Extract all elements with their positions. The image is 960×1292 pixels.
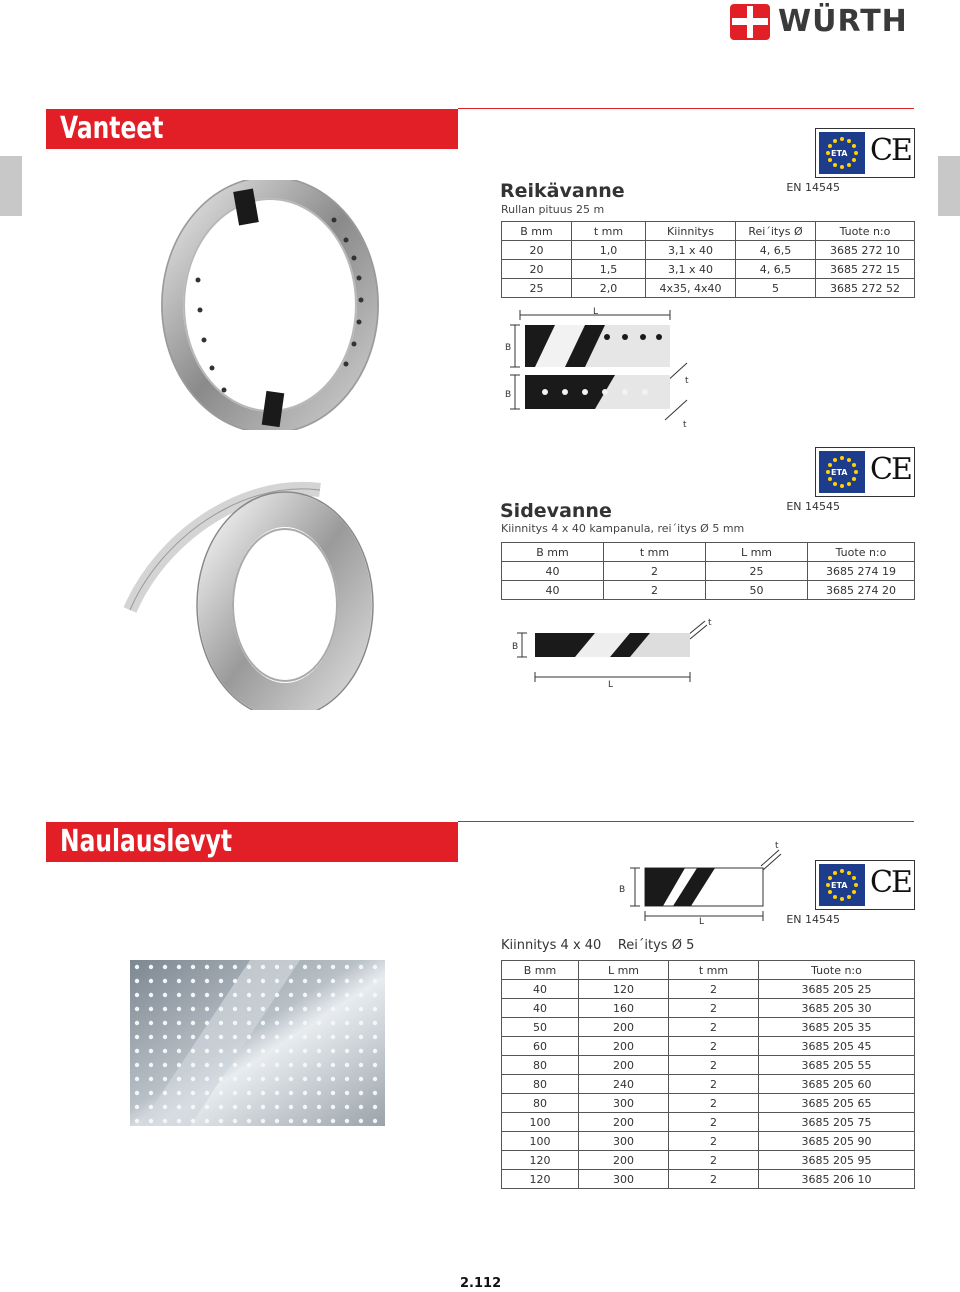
table-cell: 2 (669, 1094, 759, 1113)
table-cell: 100 (502, 1113, 579, 1132)
dim-label-L: L (593, 307, 599, 317)
standard-label: EN 14545 (786, 181, 840, 194)
table-cell: 40 (502, 562, 604, 581)
table-row (502, 279, 915, 298)
table-cell: 3685 205 45 (759, 1037, 915, 1056)
table-cell: 120 (502, 1170, 579, 1189)
product-subtitle: Kiinnitys 4 x 40 Rei´itys Ø 5 (501, 938, 695, 953)
table-cell: 40 (502, 581, 604, 600)
table-cell: 2 (604, 581, 706, 600)
reikavanne-dimension-drawing (495, 305, 695, 435)
product-title: Sidevanne (500, 500, 612, 522)
table-row (502, 980, 915, 999)
table-cell: 3685 272 52 (816, 279, 915, 298)
table-row (502, 241, 915, 260)
eta-eu-flag-icon (819, 451, 865, 493)
table-cell: 3685 205 90 (759, 1132, 915, 1151)
table-row (502, 999, 915, 1018)
product-subtitle: Kiinnitys 4 x 40 kampanula, rei´itys Ø 5 mm (501, 522, 745, 535)
section-title: Vanteet (60, 111, 164, 146)
table-row (502, 1056, 915, 1075)
table-cell: 5 (736, 279, 816, 298)
dim-label-t: t (685, 376, 689, 386)
table-row (502, 1094, 915, 1113)
table-cell: 80 (502, 1056, 579, 1075)
table-row (502, 260, 915, 279)
nail-plate-image (130, 960, 385, 1126)
table-header-row (502, 961, 915, 980)
certification-badge (815, 447, 915, 497)
strap-band-coil-image (120, 460, 380, 710)
product-title: Reikävanne (500, 180, 625, 202)
col-header: B mm (502, 543, 604, 562)
table-cell: 25 (706, 562, 808, 581)
brand-name: WÜRTH (778, 4, 908, 39)
table-cell: 3685 205 65 (759, 1094, 915, 1113)
table-cell: 80 (502, 1094, 579, 1113)
table-cell: 2 (669, 999, 759, 1018)
table-cell: 50 (502, 1018, 579, 1037)
col-header: t mm (572, 222, 646, 241)
col-header: B mm (502, 222, 572, 241)
table-cell: 3685 272 10 (816, 241, 915, 260)
standard-label: EN 14545 (786, 913, 840, 926)
section-header (46, 822, 458, 862)
certification-badge (815, 128, 915, 178)
table-cell: 300 (579, 1132, 669, 1151)
eta-label: ETA (831, 881, 848, 890)
eta-label: ETA (831, 468, 848, 477)
table-row (502, 1151, 915, 1170)
table-cell: 40 (502, 980, 579, 999)
dim-label-L: L (608, 680, 614, 690)
ce-mark-icon: CE (870, 452, 911, 487)
section-title: Naulauslevyt (60, 824, 233, 859)
product-subtitle: Rullan pituus 25 m (501, 203, 605, 216)
table-cell: 60 (502, 1037, 579, 1056)
table-cell: 2,0 (572, 279, 646, 298)
table-cell: 3,1 x 40 (646, 260, 736, 279)
wurth-emblem-icon (728, 2, 772, 44)
table-row (502, 562, 915, 581)
reikavanne-table (501, 221, 915, 298)
table-cell: 2 (669, 1056, 759, 1075)
table-row (502, 1170, 915, 1189)
table-row (502, 1018, 915, 1037)
section-rule (458, 108, 914, 109)
naulauslevy-table (501, 960, 915, 1189)
dim-label-t: t (775, 841, 779, 851)
table-cell: 3,1 x 40 (646, 241, 736, 260)
col-header: L mm (706, 543, 808, 562)
col-header: Kiinnitys (646, 222, 736, 241)
side-tab-right (938, 156, 960, 216)
dim-label-B: B (619, 885, 626, 895)
table-row (502, 1075, 915, 1094)
table-cell: 20 (502, 260, 572, 279)
table-cell: 3685 274 20 (808, 581, 915, 600)
table-cell: 1,0 (572, 241, 646, 260)
table-cell: 3685 205 95 (759, 1151, 915, 1170)
table-cell: 3685 205 25 (759, 980, 915, 999)
table-cell: 25 (502, 279, 572, 298)
table-cell: 200 (579, 1018, 669, 1037)
table-row (502, 581, 915, 600)
table-cell: 3685 272 15 (816, 260, 915, 279)
table-cell: 40 (502, 999, 579, 1018)
dim-label-t: t (683, 420, 687, 430)
dim-label-B: B (505, 343, 512, 353)
table-cell: 2 (669, 1075, 759, 1094)
dim-label-t: t (708, 618, 712, 628)
table-cell: 4, 6,5 (736, 260, 816, 279)
table-cell: 3685 206 10 (759, 1170, 915, 1189)
certification-badge (815, 860, 915, 910)
table-cell: 200 (579, 1151, 669, 1170)
table-cell: 2 (604, 562, 706, 581)
table-cell: 100 (502, 1132, 579, 1151)
section-rule (458, 821, 914, 822)
section-header (46, 109, 458, 149)
table-row (502, 1132, 915, 1151)
table-cell: 300 (579, 1170, 669, 1189)
table-cell: 3685 205 75 (759, 1113, 915, 1132)
table-cell: 2 (669, 980, 759, 999)
table-cell: 200 (579, 1037, 669, 1056)
table-cell: 3685 205 60 (759, 1075, 915, 1094)
ce-mark-icon: CE (870, 865, 911, 900)
dim-label-L: L (699, 917, 705, 925)
table-cell: 300 (579, 1094, 669, 1113)
eta-label: ETA (831, 149, 848, 158)
table-cell: 2 (669, 1113, 759, 1132)
table-cell: 4x35, 4x40 (646, 279, 736, 298)
table-cell: 4, 6,5 (736, 241, 816, 260)
standard-label: EN 14545 (786, 500, 840, 513)
table-cell: 3685 205 30 (759, 999, 915, 1018)
table-cell: 2 (669, 1037, 759, 1056)
col-header: t mm (604, 543, 706, 562)
table-header-row (502, 543, 915, 562)
table-cell: 200 (579, 1056, 669, 1075)
perforated-band-coil-image (160, 180, 380, 430)
naulauslevy-dimension-drawing (605, 840, 790, 925)
table-cell: 3685 205 55 (759, 1056, 915, 1075)
table-cell: 1,5 (572, 260, 646, 279)
col-header: L mm (579, 961, 669, 980)
side-tab-left (0, 156, 22, 216)
table-header-row (502, 222, 915, 241)
table-cell: 120 (579, 980, 669, 999)
eta-eu-flag-icon (819, 132, 865, 174)
col-header: Tuote n:o (759, 961, 915, 980)
wurth-logo (728, 2, 918, 44)
col-header: Tuote n:o (808, 543, 915, 562)
table-cell: 160 (579, 999, 669, 1018)
table-cell: 3685 274 19 (808, 562, 915, 581)
sidevanne-dimension-drawing (500, 615, 720, 695)
eta-eu-flag-icon (819, 864, 865, 906)
table-cell: 240 (579, 1075, 669, 1094)
table-cell: 2 (669, 1151, 759, 1170)
table-cell: 2 (669, 1018, 759, 1037)
col-header: t mm (669, 961, 759, 980)
dim-label-B: B (512, 642, 519, 652)
table-cell: 20 (502, 241, 572, 260)
table-row (502, 1113, 915, 1132)
table-row (502, 1037, 915, 1056)
table-cell: 120 (502, 1151, 579, 1170)
table-cell: 3685 205 35 (759, 1018, 915, 1037)
col-header: B mm (502, 961, 579, 980)
table-cell: 2 (669, 1132, 759, 1151)
table-cell: 2 (669, 1170, 759, 1189)
page-number: 2.112 (460, 1276, 502, 1291)
table-cell: 50 (706, 581, 808, 600)
col-header: Tuote n:o (816, 222, 915, 241)
sidevanne-table (501, 542, 915, 600)
col-header: Rei´itys Ø (736, 222, 816, 241)
dim-label-B: B (505, 390, 512, 400)
ce-mark-icon: CE (870, 133, 911, 168)
table-cell: 80 (502, 1075, 579, 1094)
table-cell: 200 (579, 1113, 669, 1132)
